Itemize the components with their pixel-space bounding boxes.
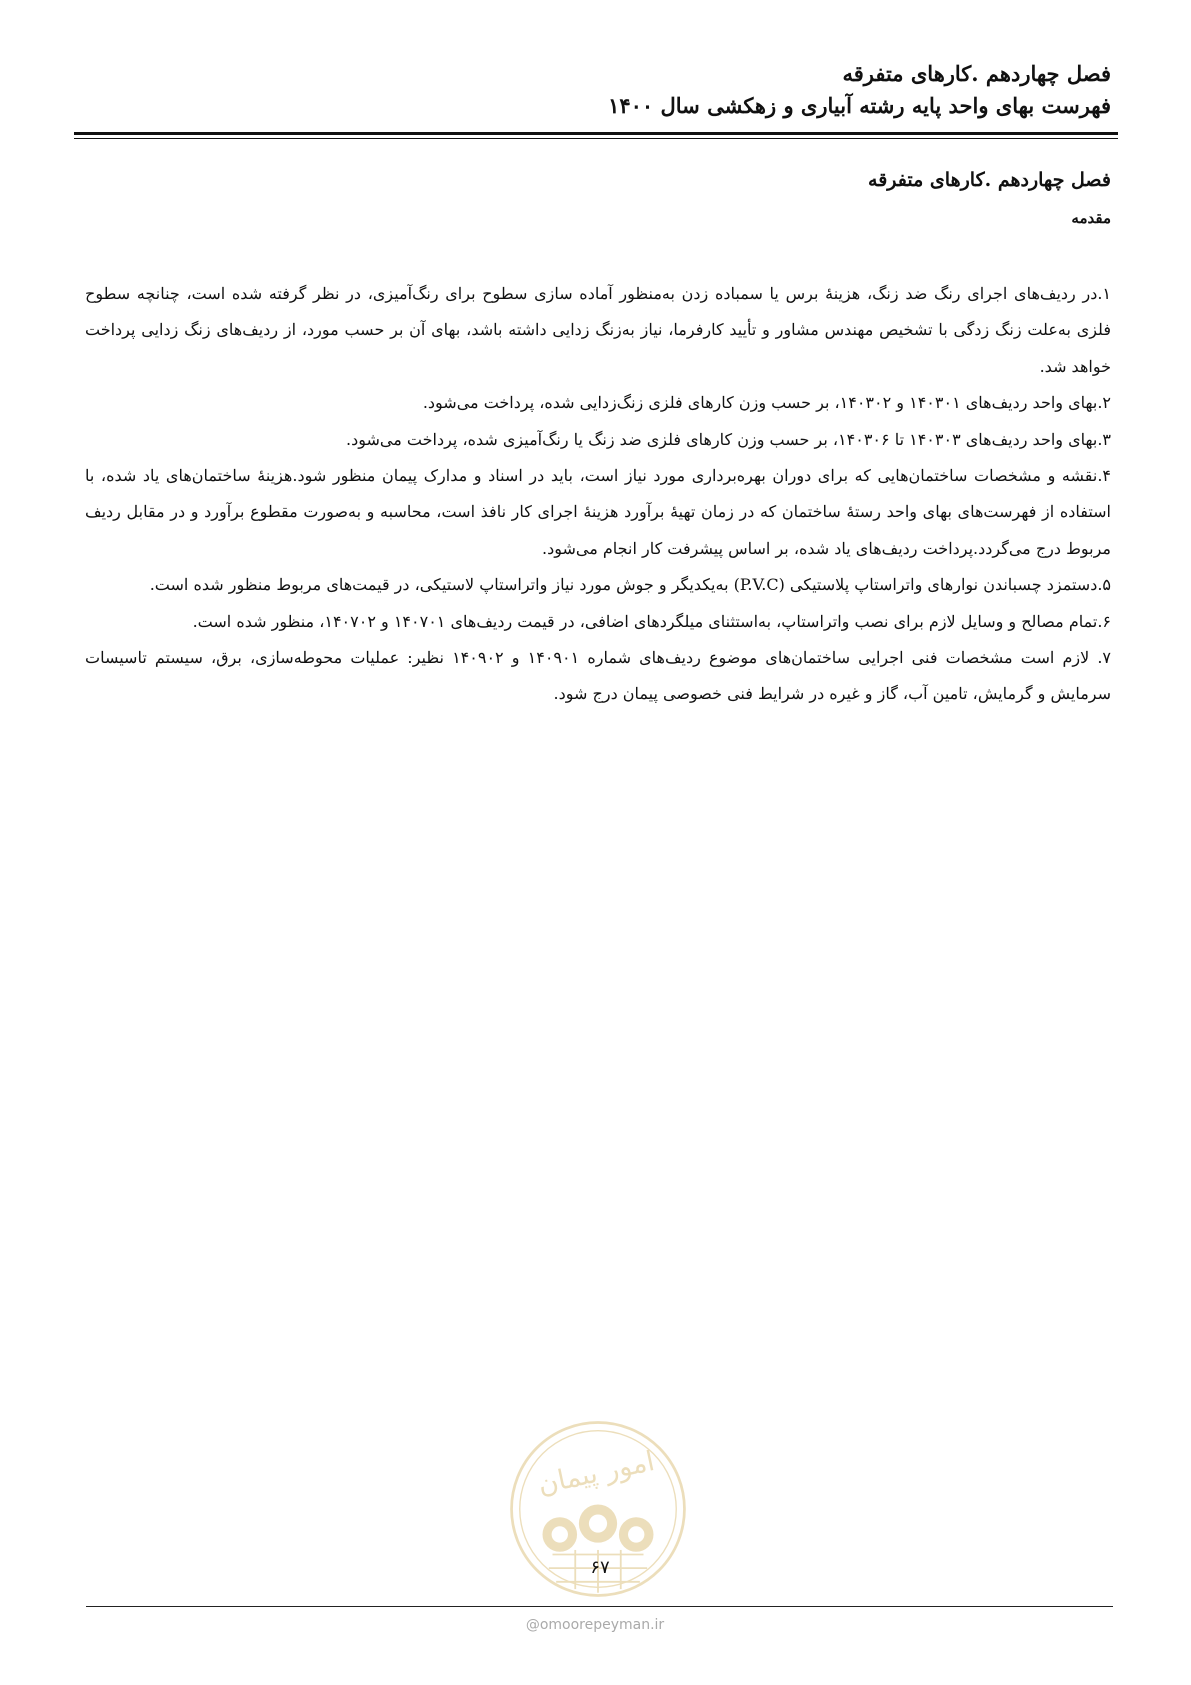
paragraph-6: ۶.تمام مصالح و وسایل لازم برای نصب واتراستاپ، به‌استثنای میلگردهای اضافی، در قیمت ردیف‌های ۱۴۰۷۰۱ و ۱۴۰۷۰۲، منظور شده است. [192, 611, 1111, 631]
header-divider-thin [74, 138, 1118, 139]
paragraph-1: ۱.در ردیف‌های اجرای رنگ ضد زنگ، هزینهٔ برس یا سمباده زدن به‌منظور آماده سازی سطوح برای رنگ‌آمیزی، در نظر گرفته شده است، چنانچه سطوح فلزی به‌علت زنگ زدگی با تشخیص مهندس مشاور و تأیید کارفرما، نیاز به‌زنگ زدایی داشته باشد، بهای آن بر حسب مورد، از ردیف‌های زنگ زدایی پرداخت خواهد شد. [85, 284, 1111, 376]
paragraph-4: ۴.نقشه و مشخصات ساختمان‌هایی که برای دوران بهره‌برداری مورد نیاز است، باید در اسناد و مدارک پیمان منظور شود.هزینهٔ ساختمان‌های یاد شده، با استفاده از فهرست‌های بهای واحد رستهٔ ساختمان که در زمان تهیهٔ برآورد هزینهٔ اجرای کار نافذ است، محاسبه و به‌صورت مقطوع برآورد و در مقابل ردیف مربوط درج می‌گردد.پرداخت ردیف‌های یاد شده، بر اساس پیشرفت کار انجام می‌شود. [85, 466, 1112, 558]
paragraph-5: ۵.دستمزد چسباندن نوارهای واتراستاپ پلاستیکی (P.V.C) به‌یکدیگر و جوش مورد نیاز واتراستاپ لاستیکی، در قیمت‌های مربوط منظور شده است. [149, 575, 1111, 595]
header-chapter-title: فصل چهاردهم .کارهای متفرقه [842, 61, 1111, 86]
paragraph-2: ۲.بهای واحد ردیف‌های ۱۴۰۳۰۱ و ۱۴۰۳۰۲، بر حسب وزن کارهای فلزی زنگ‌زدایی شده، پرداخت می‌شود. [422, 393, 1111, 413]
paragraph-3: ۳.بهای واحد ردیف‌های ۱۴۰۳۰۳ تا ۱۴۰۳۰۶، بر حسب وزن کارهای فلزی ضد زنگ یا رنگ‌آمیزی شده، پرداخت می‌شود. [346, 429, 1111, 449]
document-body [85, 276, 1111, 713]
page-number: ۶۷ [590, 1557, 610, 1578]
paragraph-7: ۷. لازم است مشخصات فنی اجرایی ساختمان‌های موضوع ردیف‌های شماره ۱۴۰۹۰۱ و ۱۴۰۹۰۲ نظیر: عملیات محوطه‌سازی، برق، سیستم تاسیسات سرمایش و گرمایش، تامین آب، گاز و غیره در شرایط فنی خصوصی پیمان درج شود. [85, 648, 1112, 704]
page-header [79, 58, 1111, 122]
section-subtitle: مقدمه [1071, 209, 1111, 227]
header-divider-thick [74, 132, 1118, 135]
footer-divider [86, 1606, 1113, 1607]
watermark-url: @omoorepeyman.ir [525, 1617, 665, 1633]
section-title: فصل چهاردهم .کارهای متفرقه [868, 169, 1111, 191]
svg-text:امور پیمان: امور پیمان [535, 1445, 658, 1501]
header-price-list-title: فهرست بهای واحد پایه رشته آبیاری و زهکشی سال ۱۴۰۰ [608, 93, 1111, 118]
